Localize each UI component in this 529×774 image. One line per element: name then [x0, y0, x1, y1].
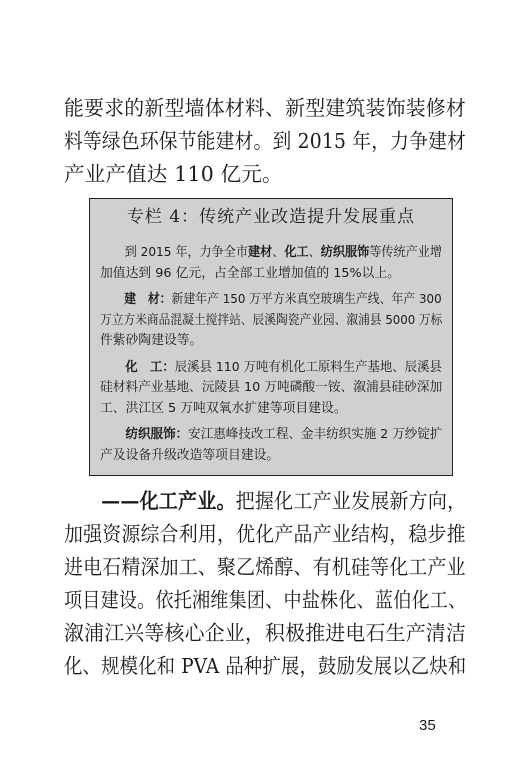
page-number: 35: [419, 717, 436, 734]
text-line: 料等绿色环保节能建材。到 2015 年，力争建材: [64, 129, 467, 153]
box-line: 硅材料产业基地、沅陵县 10 万吨磷酸一铵、溆浦县硅砂深加: [100, 380, 443, 395]
box-line: 产及设备升级改造等项目建设。: [100, 447, 280, 463]
box-chemical: [100, 358, 442, 420]
text-line: [64, 485, 467, 518]
box-lead: 建 材：: [124, 292, 172, 307]
box-text: 、: [308, 245, 321, 260]
box-line: [100, 425, 443, 446]
text-line: 加强资源综合利用，优化产品产业结构，稳步推: [64, 522, 466, 546]
box-line: 加值达到 96 亿元，占全部工业增加值的 15%以上。: [100, 265, 401, 281]
box-text: 等传统产业增: [369, 245, 443, 260]
feature-box: [89, 198, 453, 476]
box-line: 件紫砂陶建设等。: [100, 333, 203, 348]
box-text: 安江惠峰技改工程、金丰纺织实施 2 万纱锭扩: [188, 427, 443, 442]
box-text: 辰溪县 110 万吨有机化工原料生产基地、辰溪县: [174, 359, 442, 375]
box-bold: 化工: [284, 245, 309, 260]
text-run: 把握化工产业发展新方向，: [235, 489, 467, 513]
box-line: [100, 290, 442, 311]
text-line: 溆浦江兴等核心企业，积极推进电石生产清洁: [64, 621, 466, 645]
body-paragraph-top: [64, 92, 466, 191]
box-line: 工、洪江区 5 万吨双氧水扩建等项目建设。: [100, 400, 347, 416]
box-textile: [100, 425, 442, 466]
section-lead: ——化工产业。: [101, 489, 236, 513]
box-text: 新建年产 150 万平方米真空玻璃生产线、年产 300: [171, 292, 442, 307]
box-bold: 纺织服饰: [320, 245, 370, 260]
body-paragraph-bottom: [64, 485, 466, 683]
text-line: 产业产值达 110 亿元。: [64, 162, 283, 186]
box-title: 专栏 4：传统产业改造提升发展重点: [126, 207, 416, 227]
box-line: [100, 358, 442, 379]
text-line: 能要求的新型墙体材料、新型建筑装饰装修材: [64, 96, 466, 120]
box-intro: [100, 243, 442, 284]
text-line: 化、规模化和 PVA 品种扩展，鼓励发展以乙炔和: [64, 654, 467, 678]
box-lead: 纺织服饰：: [125, 427, 189, 442]
box-line: 万立方米商品混凝土搅拌站、辰溪陶瓷产业园、溆浦县 5000 万标: [100, 312, 443, 328]
text-line: 项目建设。依托湘维集团、中盐株化、蓝伯化工、: [64, 588, 467, 612]
box-text: 到 2015 年，力争全市: [124, 245, 249, 260]
box-line: [100, 243, 443, 264]
box-bold: 建材: [248, 245, 273, 260]
text-line: 进电石精深加工、聚乙烯醇、有机硅等化工产业: [64, 555, 466, 579]
box-lead: 化 工：: [125, 359, 175, 375]
box-text: 、: [272, 245, 285, 260]
box-building: [100, 290, 442, 352]
